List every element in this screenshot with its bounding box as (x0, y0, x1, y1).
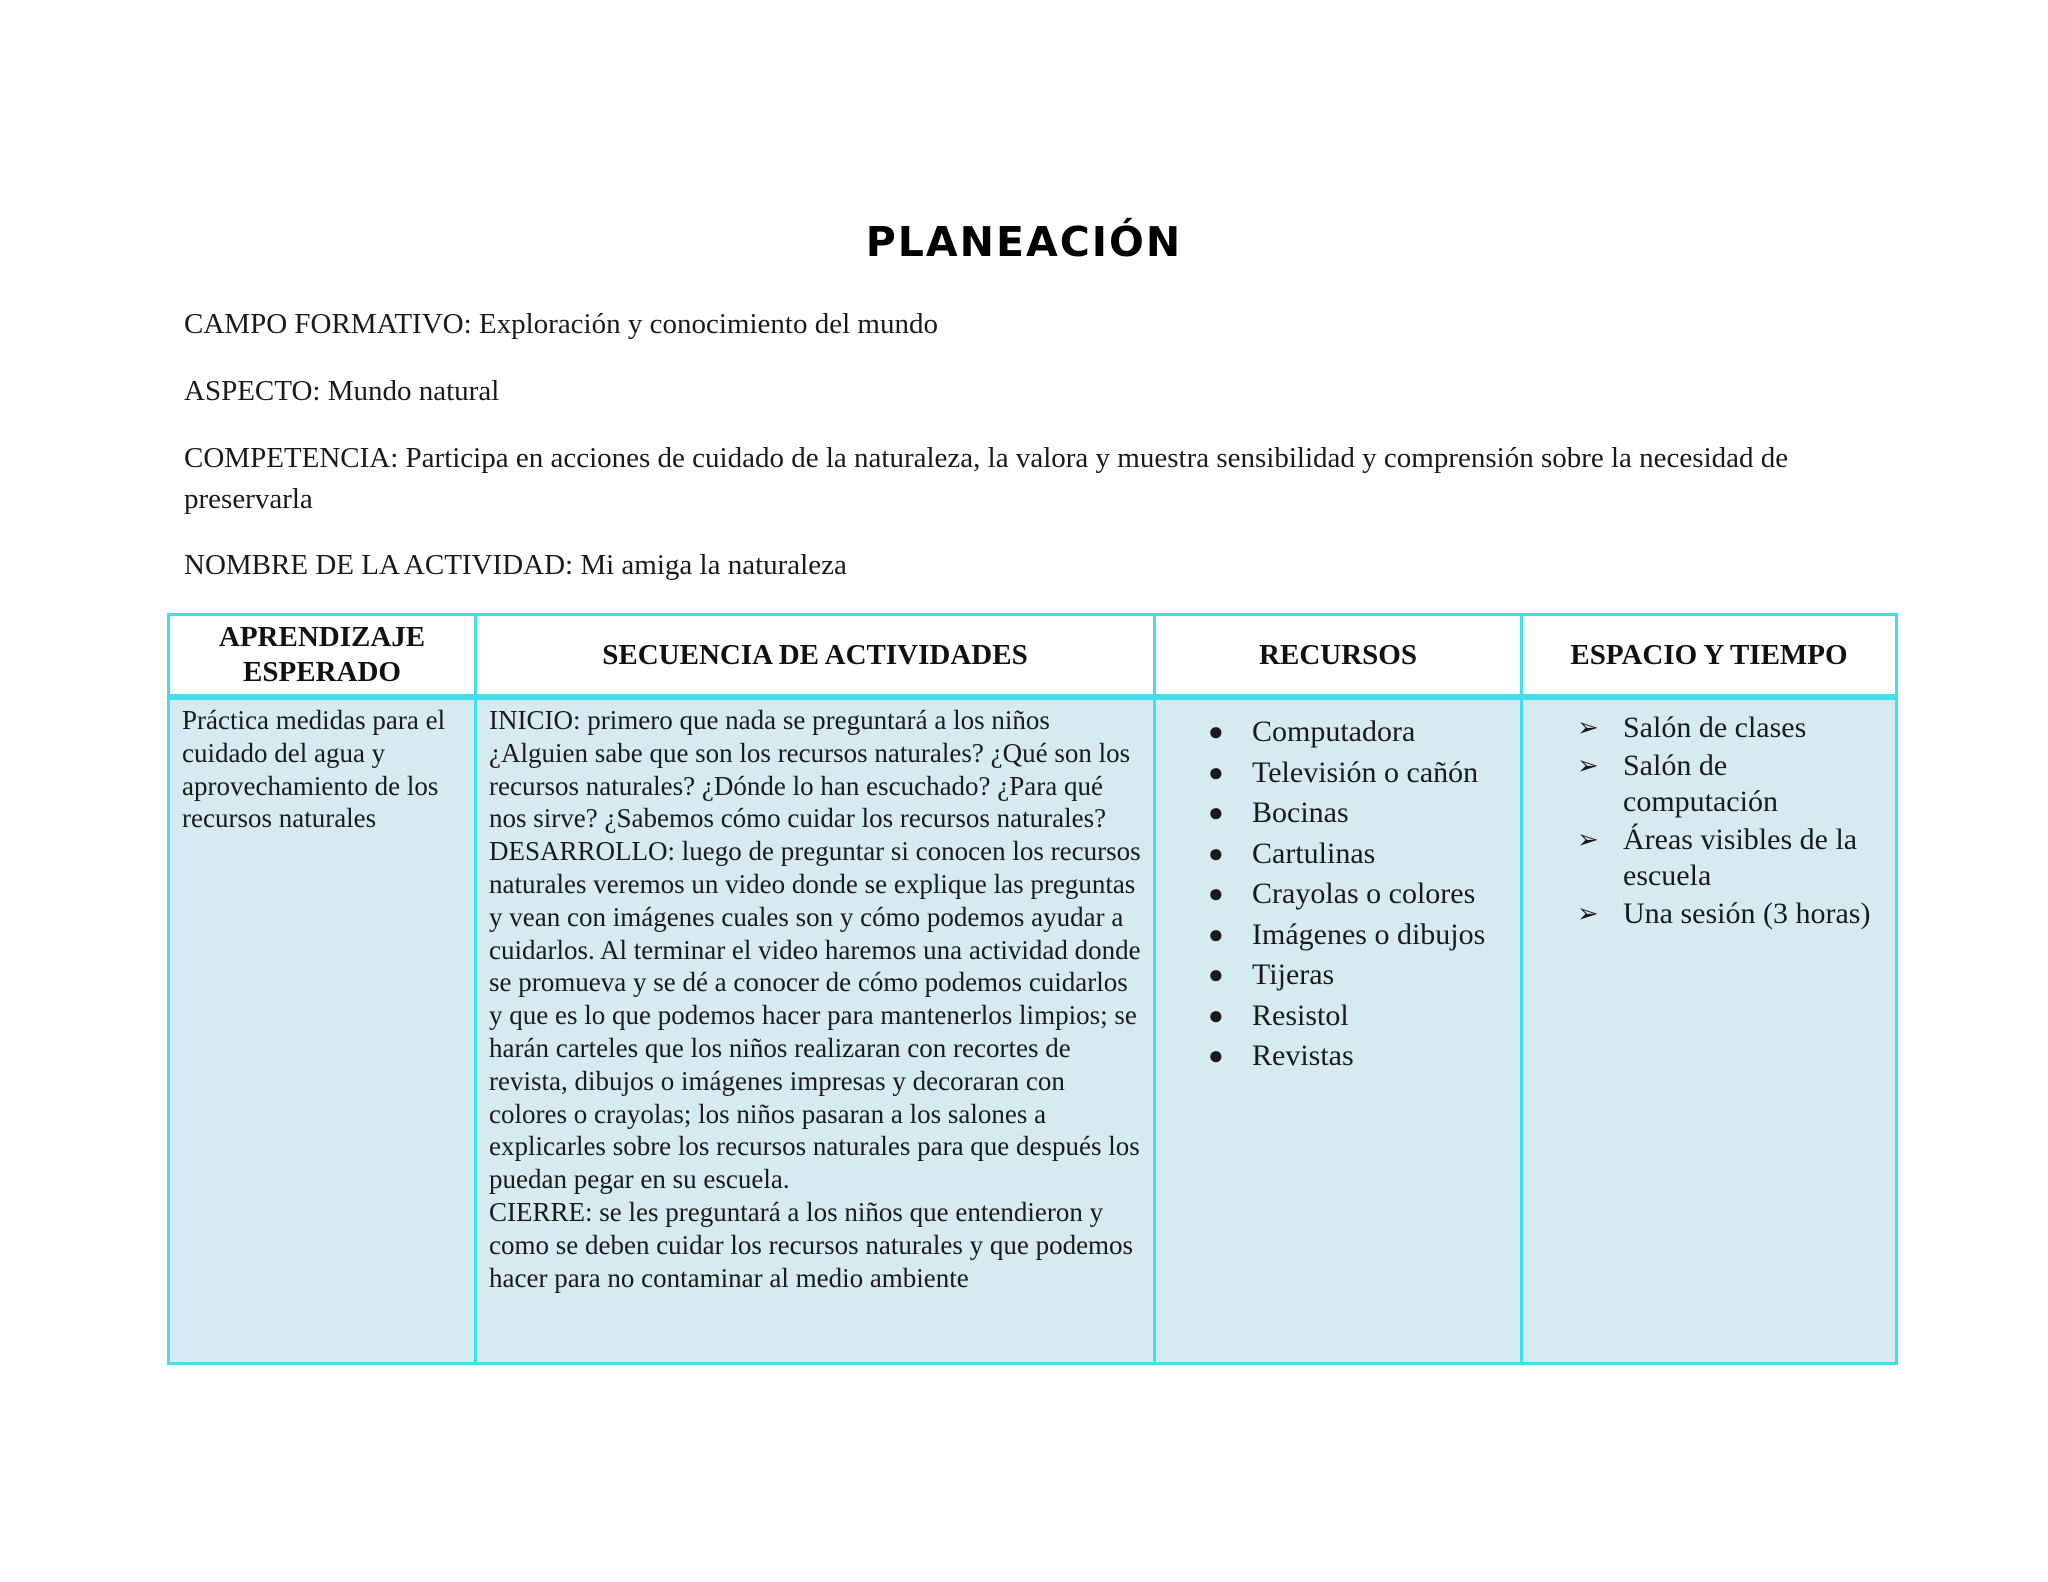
bullet-dot-icon: ● (1208, 919, 1224, 949)
table-header-row (169, 615, 1897, 698)
list-item: ● Resistol (1208, 996, 1508, 1037)
list-item: ● Tijeras (1208, 955, 1508, 996)
list-item: ● Revistas (1208, 1036, 1508, 1077)
header-espacio: ESPACIO Y TIEMPO (1522, 615, 1897, 698)
cell-recursos (1155, 697, 1522, 1364)
header-secuencia: SECUENCIA DE ACTIVIDADES (476, 615, 1155, 698)
arrow-right-icon: ➢ (1577, 713, 1599, 743)
bullet-dot-icon: ● (1208, 960, 1224, 989)
secuencia-cierre: CIERRE: se les preguntará a los niños que entendieron y como se deben cuidar los recursos naturales y que podemos hacer para no contaminar al medio ambiente (489, 1196, 1134, 1293)
list-item: ● Crayolas o colores (1208, 874, 1508, 915)
cell-secuencia (476, 697, 1155, 1364)
campo-formativo: CAMPO FORMATIVO: Exploración y conocimiento del mundo (184, 308, 938, 340)
page-title: PLANEACIÓN (865, 218, 1183, 266)
bullet-dot-icon: ● (1208, 838, 1224, 868)
list-item: ● Imágenes o dibujos (1208, 915, 1508, 956)
arrow-right-icon: ➢ (1577, 751, 1599, 781)
bullet-dot-icon: ● (1208, 798, 1224, 827)
planning-table (167, 613, 1898, 1365)
bullet-dot-icon: ● (1208, 879, 1224, 908)
aspecto: ASPECTO: Mundo natural (184, 375, 500, 407)
header-recursos: RECURSOS (1155, 615, 1522, 698)
competencia: COMPETENCIA: Participa en acciones de cuidado de la naturaleza, la valora y muestra sensibilidad y comprensión sobre la necesidad de preservarla (184, 442, 1789, 515)
bullet-dot-icon: ● (1208, 757, 1224, 787)
list-item: ● Bocinas (1208, 793, 1508, 834)
list-item: ● Televisión o cañón (1208, 753, 1508, 794)
list-item: ➢ Salón de computación (1577, 749, 1778, 818)
bullet-dot-icon: ● (1208, 1041, 1224, 1070)
header-aprendizaje: APRENDIZAJE ESPERADO (169, 615, 476, 698)
nombre-actividad: NOMBRE DE LA ACTIVIDAD: Mi amiga la naturaleza (184, 549, 847, 581)
bullet-dot-icon: ● (1208, 717, 1224, 746)
espacio-list (1535, 704, 1883, 932)
list-item: ➢ Áreas visibles de la escuela (1577, 823, 1858, 892)
cell-aprendizaje: Práctica medidas para el cuidado del agua y aprovechamiento de los recursos naturales (169, 697, 476, 1364)
arrow-right-icon: ➢ (1577, 825, 1599, 855)
cell-espacio (1522, 697, 1897, 1364)
list-item: ➢ Salón de clases (1577, 711, 1807, 744)
list-item: ➢ Una sesión (3 horas) (1577, 897, 1871, 930)
secuencia-desarrollo: DESARROLLO: luego de preguntar si conocen los recursos naturales veremos un video donde se explique las preguntas y vean con imágenes cuales son y cómo podemos ayudar a cuidarlos. Al terminar el video haremos una actividad donde se promueva y se dé a conocer de cómo podemos cuidarlos y que es lo que podemos hacer para mantenerlos limpios; se harán carteles que los niños realizaran con recortes de revista, dibujos o imágenes impresas y decoraran con colores o crayolas; los niños pasaran a los salones a explicarles sobre los recursos naturales para que después los puedan pegar en su escuela. (489, 836, 1141, 1195)
secuencia-inicio: INICIO: primero que nada se preguntará a los niños ¿Alguien sabe que son los recursos naturales? ¿Qué son los recursos naturales? ¿Dónde lo han escuchado? ¿Para qué nos sirve? ¿Sabemos cómo cuidar los recursos naturales? (489, 705, 1131, 834)
recursos-list (1168, 704, 1508, 1077)
arrow-right-icon: ➢ (1577, 899, 1599, 929)
list-item: ● Computadora (1208, 712, 1508, 753)
list-item: ● Cartulinas (1208, 834, 1508, 875)
bullet-dot-icon: ● (1208, 1000, 1224, 1030)
table-row (169, 697, 1897, 1364)
